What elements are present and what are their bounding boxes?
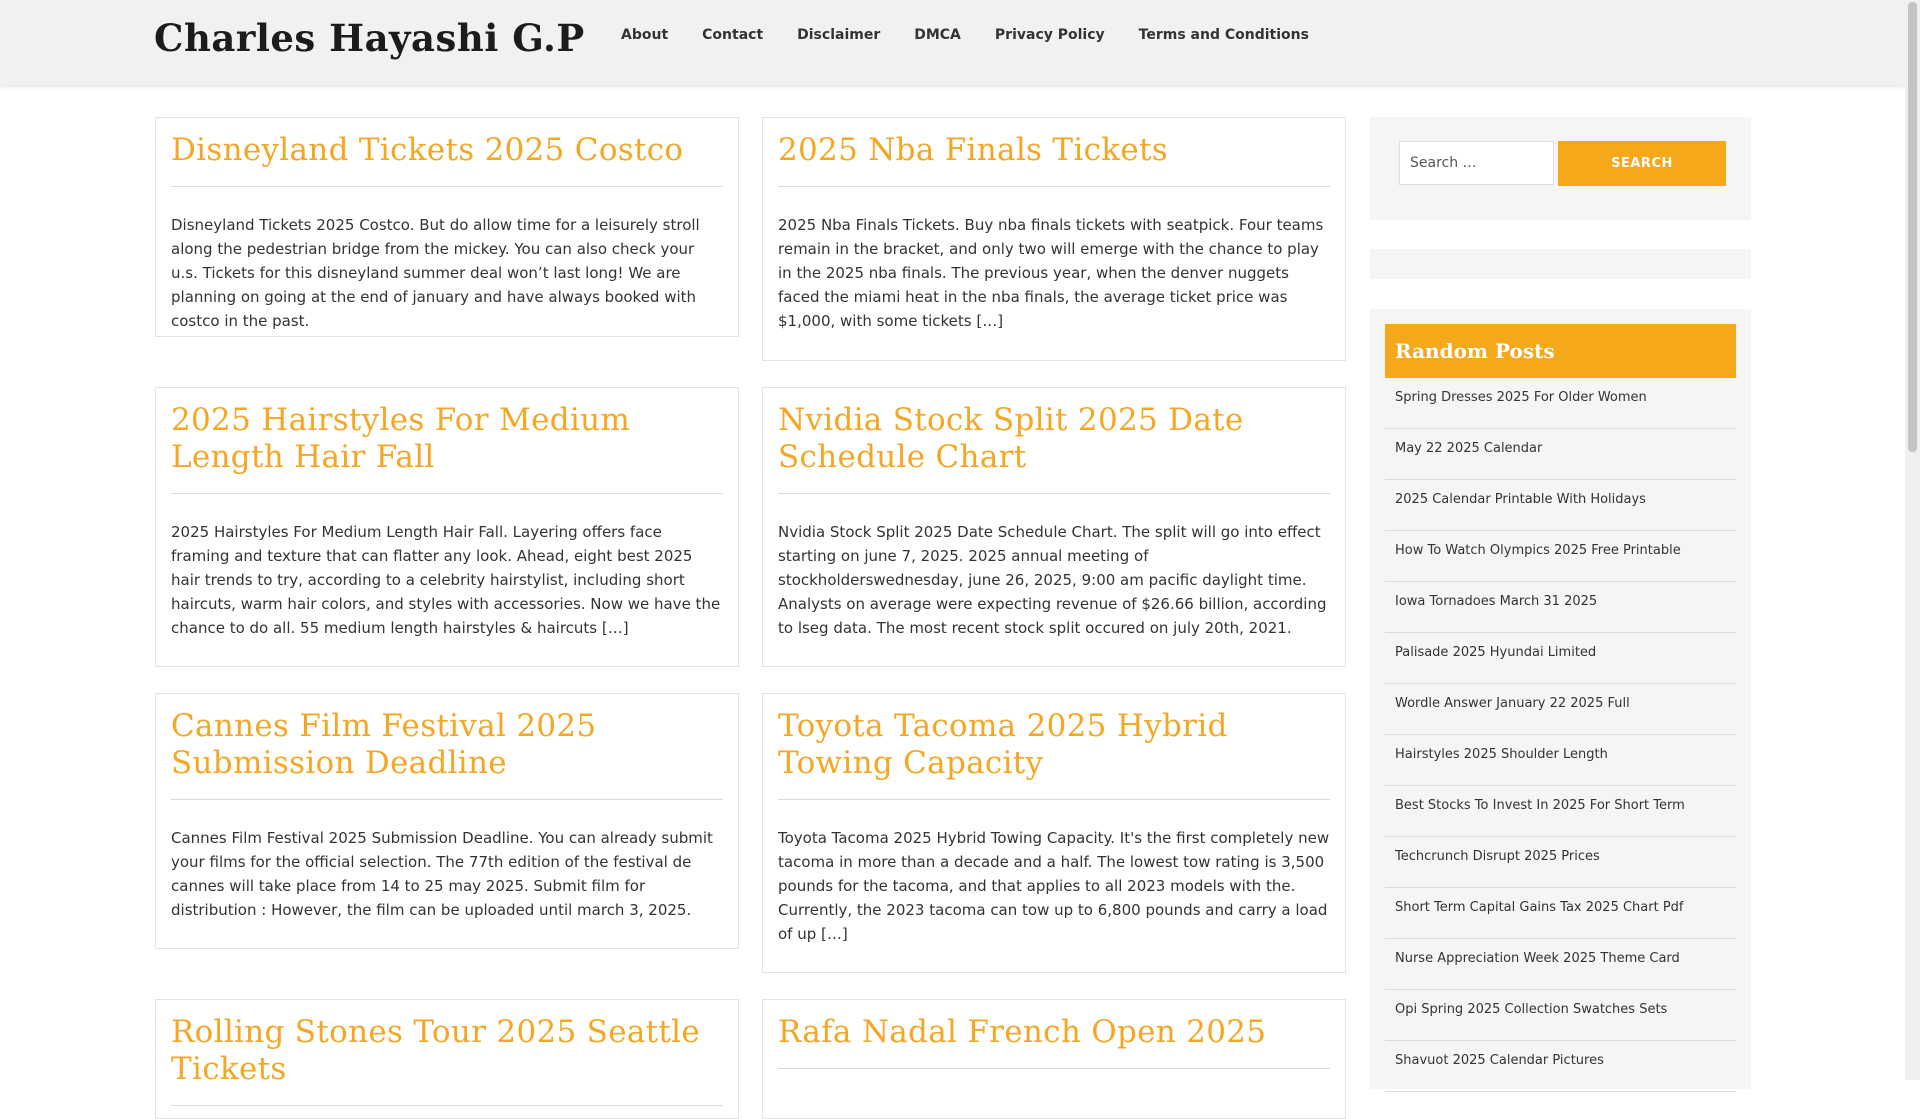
post-title[interactable]: Nvidia Stock Split 2025 Date Schedule Chart	[778, 402, 1244, 475]
main-nav	[604, 0, 1326, 70]
post-title[interactable]: 2025 Nba Finals Tickets	[778, 132, 1168, 168]
search-input[interactable]	[1399, 141, 1554, 185]
random-post-link[interactable]: Best Stocks To Invest In 2025 For Short Term	[1385, 786, 1736, 837]
divider	[778, 1068, 1330, 1069]
random-post-link[interactable]: Hairstyles 2025 Shoulder Length	[1385, 735, 1736, 786]
post-excerpt: Cannes Film Festival 2025 Submission Deadline. You can already submit your films for the official selection. The 77th edition of the festival de cannes will take place from 14 to 25 may 2025. Submit film for distribution : However, the film can be uploaded until march 3, 2025.	[171, 829, 713, 919]
random-posts-header	[1385, 324, 1736, 378]
post-title[interactable]: Toyota Tacoma 2025 Hybrid Towing Capacity	[778, 708, 1228, 781]
random-post-link[interactable]: 2025 Calendar Printable With Holidays	[1385, 480, 1736, 531]
nav-dmca[interactable]: DMCA	[914, 27, 961, 43]
post-title[interactable]: 2025 Hairstyles For Medium Length Hair Fall	[171, 402, 631, 475]
post-card	[155, 387, 739, 667]
divider	[171, 799, 723, 800]
nav-disclaimer[interactable]: Disclaimer	[797, 27, 881, 43]
page-scrollbar[interactable]	[1905, 0, 1920, 1080]
post-card	[762, 999, 1346, 1119]
post-excerpt: 2025 Hairstyles For Medium Length Hair Fall. Layering offers face framing and texture that can flatter any look. Ahead, eight best 2025 hair trends to try, according to a celebrity hairstylist, including short haircuts, warm hair colors, and styles with accessories. Now we have the chance to do all. 55 medium length hairstyles & haircuts […]	[171, 523, 721, 637]
divider	[171, 186, 723, 187]
random-post-link[interactable]: Iowa Tornadoes March 31 2025	[1385, 582, 1736, 633]
search-button[interactable]: SEARCH	[1558, 141, 1726, 186]
random-post-link[interactable]: Palisade 2025 Hyundai Limited	[1385, 633, 1736, 684]
site-title[interactable]: Charles Hayashi G.P	[154, 16, 585, 60]
post-title[interactable]: Disneyland Tickets 2025 Costco	[171, 132, 684, 168]
post-title[interactable]: Rafa Nadal French Open 2025	[778, 1014, 1267, 1050]
divider	[778, 186, 1330, 187]
random-posts-title: Random Posts	[1395, 339, 1555, 363]
nav-contact[interactable]: Contact	[702, 27, 764, 43]
divider	[171, 1105, 723, 1106]
post-title[interactable]: Rolling Stones Tour 2025 Seattle Tickets	[171, 1014, 701, 1087]
post-excerpt: Disneyland Tickets 2025 Costco. But do allow time for a leisurely stroll along the pedestrian bridge from the mickey. You can also check your u.s. Tickets for this disneyland summer deal won’t last long! We are planning on going at the end of january and have always booked with costco in the past.	[171, 216, 700, 330]
post-card	[762, 387, 1346, 667]
post-card	[155, 693, 739, 949]
nav-privacy-policy[interactable]: Privacy Policy	[994, 27, 1105, 43]
random-post-link[interactable]: Techcrunch Disrupt 2025 Prices	[1385, 837, 1736, 888]
divider	[171, 493, 723, 494]
nav-about[interactable]: About	[621, 27, 669, 43]
random-post-link[interactable]: Nurse Appreciation Week 2025 Theme Card	[1385, 939, 1736, 990]
post-excerpt: Nvidia Stock Split 2025 Date Schedule Chart. The split will go into effect starting on june 7, 2025. 2025 annual meeting of stockholderswednesday, june 26, 2025, 9:00 am pacific daylight time. Analysts on average were expecting revenue of $26.66 billion, according to lseg data. The most recent stock split occured on july 20th, 2021.	[778, 523, 1327, 637]
random-post-link[interactable]: Wordle Answer January 22 2025 Full	[1385, 684, 1736, 735]
post-card	[762, 693, 1346, 973]
divider	[778, 799, 1330, 800]
post-card	[155, 117, 739, 337]
post-title[interactable]: Cannes Film Festival 2025 Submission Deadline	[171, 708, 597, 781]
random-post-link[interactable]: Short Term Capital Gains Tax 2025 Chart Pdf	[1385, 888, 1736, 939]
nav-terms-and-conditions[interactable]: Terms and Conditions	[1138, 27, 1309, 43]
post-card	[155, 999, 739, 1119]
site-header	[0, 0, 1905, 85]
scrollbar-thumb[interactable]	[1908, 2, 1917, 452]
random-post-link[interactable]: Opi Spring 2025 Collection Swatches Sets	[1385, 990, 1736, 1041]
random-post-link[interactable]: Shavuot 2025 Calendar Pictures	[1385, 1041, 1736, 1092]
random-post-link[interactable]: May 22 2025 Calendar	[1385, 429, 1736, 480]
random-post-link[interactable]: Spring Dresses 2025 For Older Women	[1385, 378, 1736, 429]
post-excerpt: Toyota Tacoma 2025 Hybrid Towing Capacity. It's the first completely new tacoma in more than a decade and a half. The lowest tow rating is 3,500 pounds for the tacoma, and that applies to all 2023 models with the. Currently, the 2023 tacoma can tow up to 6,800 pounds and carry a load of up […]	[778, 829, 1330, 943]
post-card	[762, 117, 1346, 361]
random-posts-list	[1385, 378, 1736, 1092]
post-excerpt: 2025 Nba Finals Tickets. Buy nba finals tickets with seatpick. Four teams remain in the bracket, and only two will emerge with the chance to play in the 2025 nba finals. The previous year, when the denver nuggets faced the miami heat in the nba finals, the average ticket price was $1,000, with some tickets […]	[778, 216, 1324, 330]
empty-widget	[1370, 249, 1751, 279]
divider	[778, 493, 1330, 494]
random-post-link[interactable]: How To Watch Olympics 2025 Free Printable	[1385, 531, 1736, 582]
